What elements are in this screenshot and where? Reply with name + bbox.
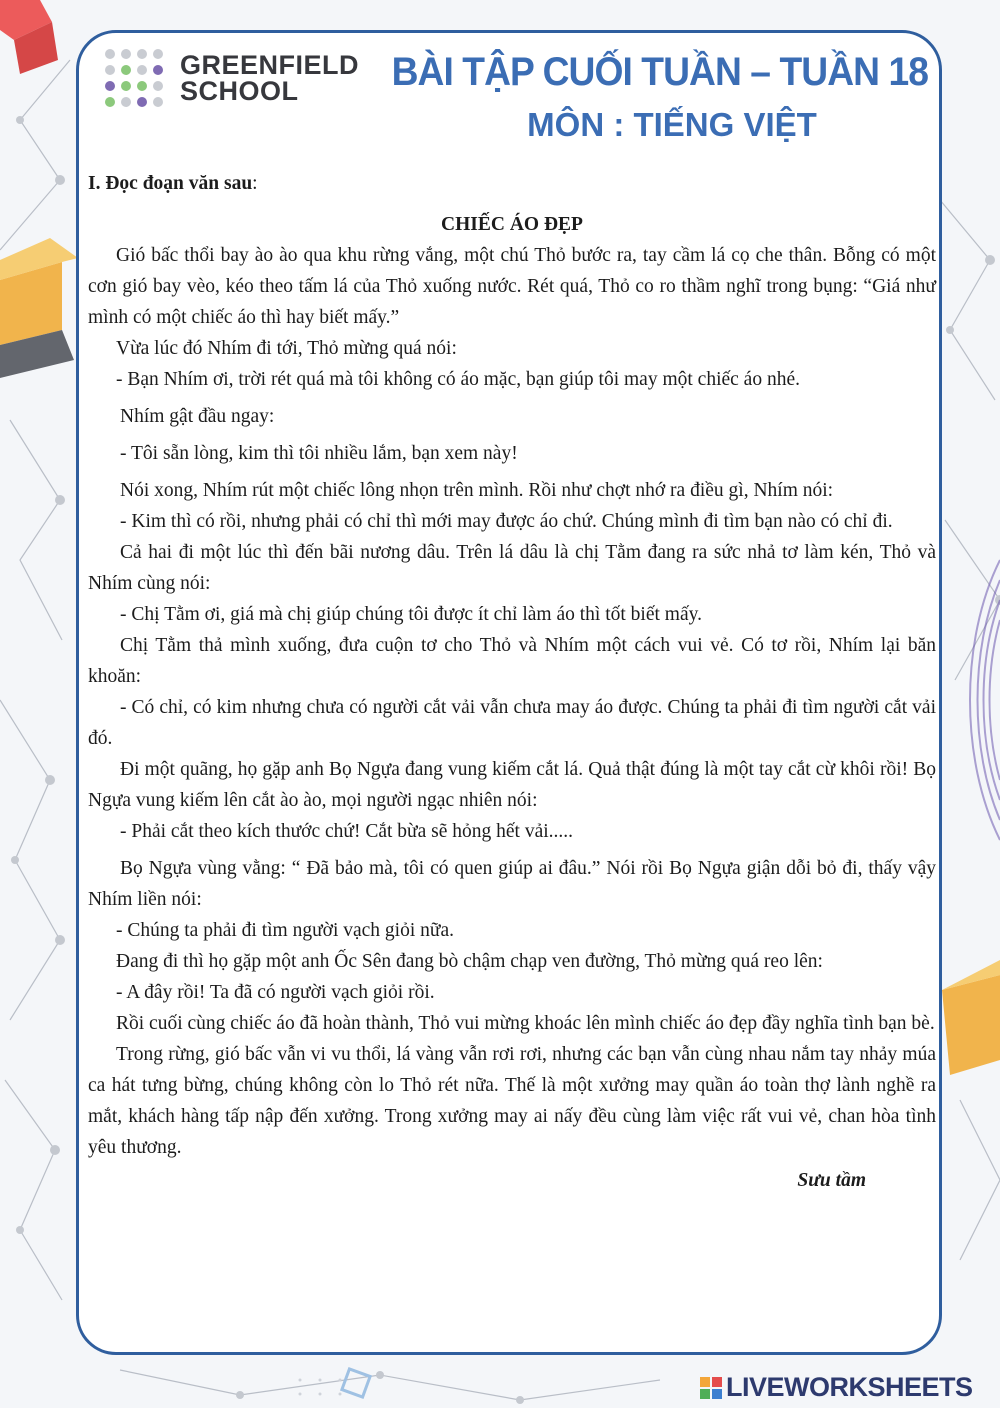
- school-name-line2: SCHOOL: [180, 76, 299, 106]
- paragraph: Nhím gật đầu ngay:: [120, 406, 275, 427]
- paragraph: - Tôi sẵn lòng, kim thì tôi nhiều lắm, bạn xem này!: [120, 443, 518, 464]
- paragraph: - Kim thì có rồi, nhưng phải có chỉ thì mới may được áo chứ. Chúng mình đi tìm bạn nào có chỉ đi.: [120, 511, 893, 532]
- paragraph: Vừa lúc đó Nhím đi tới, Thỏ mừng quá nói:: [116, 338, 457, 359]
- paragraph: Cả hai đi một lúc thì đến bãi nương dâu. Trên lá dâu là chị Tằm đang ra sức nhả tơ làm kén, Thỏ và Nhím cùng nói:: [88, 542, 936, 594]
- paragraph: - Có chỉ, có kim nhưng chưa có người cắt vải vẫn chưa may áo được. Chúng ta phải đi tìm người cắt vải đó.: [88, 697, 936, 749]
- watermark-text: LIVEWORKSHEETS: [726, 1372, 973, 1402]
- reading-passage: [88, 168, 936, 1196]
- school-name: [180, 52, 359, 104]
- paragraph: Bọ Ngựa vùng vằng: “ Đã bảo mà, tôi có quen giúp ai đâu.” Nói rồi Bọ Ngựa giận dỗi bỏ đi, thấy vậy Nhím liền nói:: [88, 858, 936, 910]
- liveworksheets-logo-icon: [700, 1377, 722, 1399]
- school-name-line1: GREENFIELD: [180, 50, 360, 80]
- paragraph: Trong rừng, gió bấc vẫn vi vu thổi, lá vàng vẫn rơi rơi, nhưng các bạn vẫn cùng nhau nắm tay nhảy múa ca hát tưng bừng, chúng không còn lo Thỏ rét nữa. Thế là một xưởng may quần áo toàn thợ lành nghề ra mắt, khách hàng tấp nập đến xưởng. Trong xưởng may ai nấy đều cùng làm việc rất vui vẻ, chan hòa tình yêu thương.: [88, 1044, 936, 1158]
- source-credit: Sưu tầm: [797, 1170, 866, 1191]
- story-title: CHIẾC ÁO ĐẸP: [441, 214, 583, 235]
- paragraph: Chị Tằm thả mình xuống, đưa cuộn tơ cho Thỏ và Nhím một cách vui vẻ. Có tơ rồi, Nhím lại băn khoăn:: [88, 635, 936, 687]
- paragraph: - Bạn Nhím ơi, trời rét quá mà tôi không có áo mặc, bạn giúp tôi may một chiếc áo nhé.: [116, 369, 800, 390]
- paragraph: - Chúng ta phải đi tìm người vạch giỏi nữa.: [116, 920, 454, 941]
- worksheet-title: BÀI TẬP CUỐI TUẦN – TUẦN 18: [391, 50, 929, 94]
- paragraph: - Phải cắt theo kích thước chứ! Cắt bừa sẽ hỏng hết vải.....: [120, 821, 574, 842]
- paragraph: Gió bấc thổi bay ào ào qua khu rừng vắng, một chú Thỏ bước ra, tay cầm lá cọ che thân. Bỗng có một cơn gió bay vèo, kéo theo tấm lá của Thỏ xuống nước. Rét quá, Thỏ co ro thầm nghĩ trong bụng: “Giá như mình có một chiếc áo thì hay biết mấy.”: [88, 245, 936, 328]
- paragraph: Đi một quãng, họ gặp anh Bọ Ngựa đang vung kiếm cắt lá. Quả thật đúng là một tay cắt cừ khôi rồi! Bọ Ngựa vung kiếm lên cắt ào ào, mọi người ngạc nhiên nói:: [88, 759, 936, 811]
- liveworksheets-watermark: [700, 1372, 973, 1403]
- section-heading: I. Đọc đoạn văn sau:: [88, 173, 258, 194]
- paragraph: Nói xong, Nhím rút một chiếc lông nhọn trên mình. Rồi như chợt nhớ ra điều gì, Nhím nói:: [120, 480, 834, 501]
- paragraph: - A đây rồi! Ta đã có người vạch giỏi rồi.: [116, 982, 435, 1003]
- paragraph: Đang đi thì họ gặp một anh Ốc Sên đang bò chậm chạp ven đường, Thỏ mừng quá reo lên:: [116, 951, 823, 972]
- paragraph: - Chị Tằm ơi, giá mà chị giúp chúng tôi được ít chỉ làm áo thì tốt biết mấy.: [120, 604, 702, 625]
- school-logo-icon: [102, 46, 166, 110]
- subject-title: MÔN : TIẾNG VIỆT: [527, 106, 817, 143]
- paragraph: Rồi cuối cùng chiếc áo đã hoàn thành, Thỏ vui mừng khoác lên mình chiếc áo đẹp đầy nghĩa tình bạn bè.: [116, 1013, 935, 1034]
